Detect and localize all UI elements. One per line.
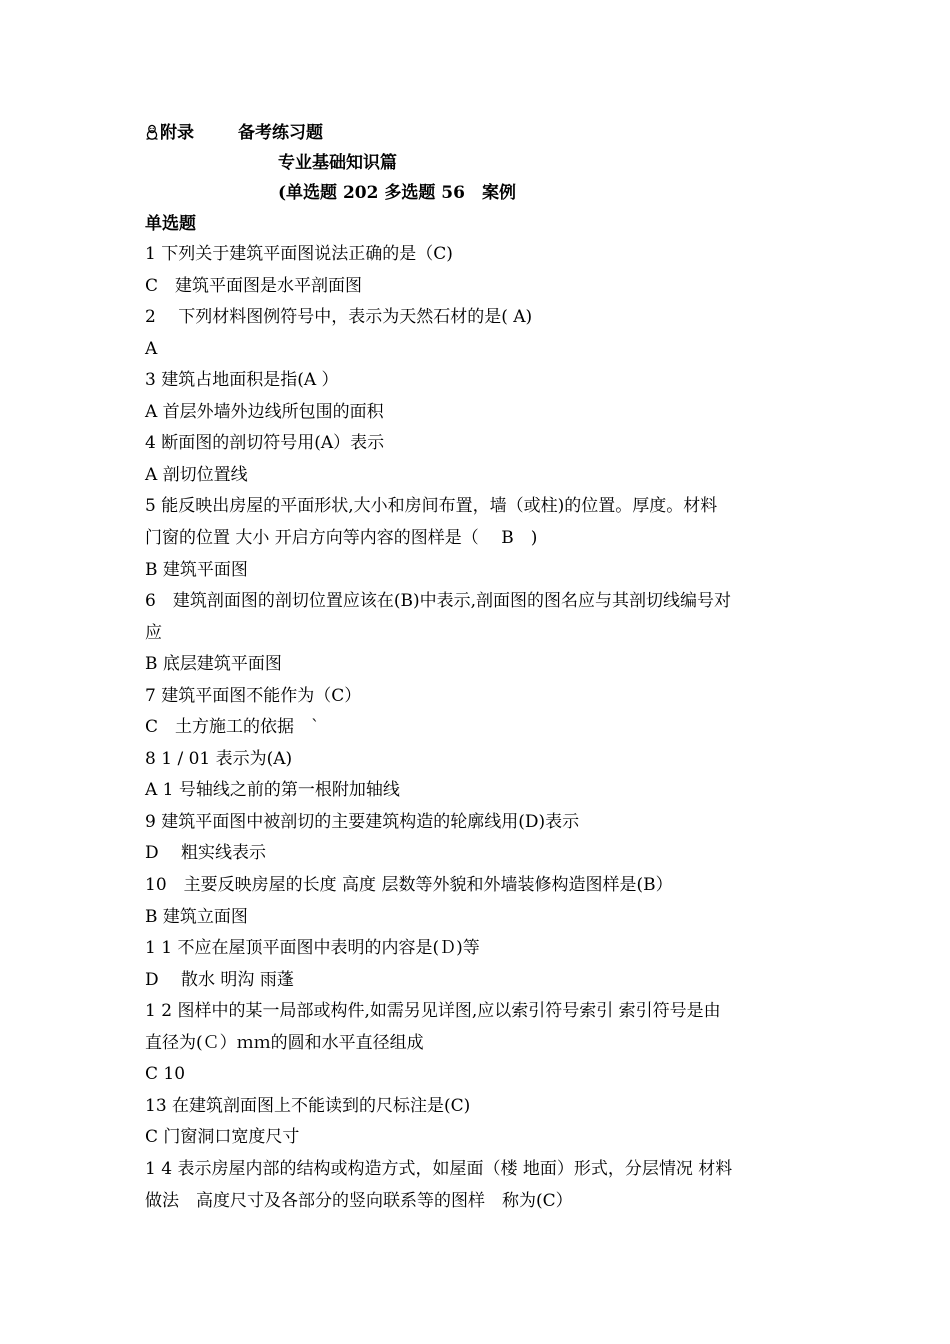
subtitle: 专业基础知识篇 (278, 153, 397, 173)
text-line: 4 断面图的剖切符号用(A）表示 (145, 433, 385, 453)
appendix-main-title: 备考练习题 (238, 123, 323, 143)
text-line: 6 建筑剖面图的剖切位置应该在(B)中表示,剖面图的图名应与其剖切线编号对 (145, 591, 731, 611)
appendix-label: 附录 (160, 123, 194, 143)
text-line: B 底层建筑平面图 (145, 654, 282, 674)
text-line: 1 1 不应在屋顶平面图中表明的内容是(Ｄ)等 (145, 938, 480, 958)
text-line: D 散水 明沟 雨蓬 (145, 970, 294, 990)
text-line: C 门窗洞口宽度尺寸 (145, 1127, 300, 1147)
text-line: D 粗实线表示 (145, 843, 267, 863)
text-line: C 建筑平面图是水平剖面图 (145, 276, 363, 296)
text-line: 做法 高度尺寸及各部分的竖向联系等的图样 称为(C） (145, 1191, 573, 1211)
text-line: A 1 号轴线之前的第一根附加轴线 (145, 780, 400, 800)
appendix-title (145, 122, 810, 144)
text-line: C 土方施工的依据 ` (145, 717, 320, 737)
text-line: 3 建筑占地面积是指(A ） (145, 370, 339, 390)
text-line: 10 主要反映房屋的长度 高度 层数等外貌和外墙装修构造图样是(B） (145, 875, 673, 895)
text-line: 1 下列关于建筑平面图说法正确的是（C) (145, 244, 453, 264)
text-line: 5 能反映出房屋的平面形状,大小和房间布置，墙（或柱)的位置。厚度。材料 (145, 496, 718, 516)
subtitle-count: (单选题 202 多选题 56 案例 (278, 183, 516, 203)
text-line: 1 4 表示房屋内部的结构或构造方式，如屋面（楼 地面）形式，分层情况 材料 (145, 1159, 733, 1179)
text-line: 9 建筑平面图中被剖切的主要建筑构造的轮廓线用(D)表示 (145, 812, 580, 832)
text-line: 7 建筑平面图不能作为（C） (145, 686, 362, 706)
penguin-icon (145, 124, 159, 140)
text-line: 8 1 / 01 表示为(A) (145, 749, 293, 769)
text-line: 1 2 图样中的某一局部或构件,如需另见详图,应以索引符号索引 索引符号是由 (145, 1001, 721, 1021)
text-line: A 剖切位置线 (145, 465, 248, 485)
text-line: 2 下列材料图例符号中，表示为天然石材的是( A) (145, 307, 533, 327)
text-line: B 建筑平面图 (145, 560, 248, 580)
text-line: 应 (145, 623, 162, 643)
text-line: C 10 (145, 1064, 186, 1084)
text-line: A (145, 339, 158, 359)
text-line: 13 在建筑剖面图上不能读到的尺标注是(C) (145, 1096, 471, 1116)
text-line: 直径为(Ｃ）ｍｍ的圆和水平直径组成 (145, 1033, 424, 1053)
text-line: A 首层外墙外边线所包围的面积 (145, 402, 384, 422)
section-heading: 单选题 (145, 214, 196, 234)
text-line: 门窗的位置 大小 开启方向等内容的图样是（ B ) (145, 528, 538, 548)
text-line: B 建筑立面图 (145, 907, 248, 927)
